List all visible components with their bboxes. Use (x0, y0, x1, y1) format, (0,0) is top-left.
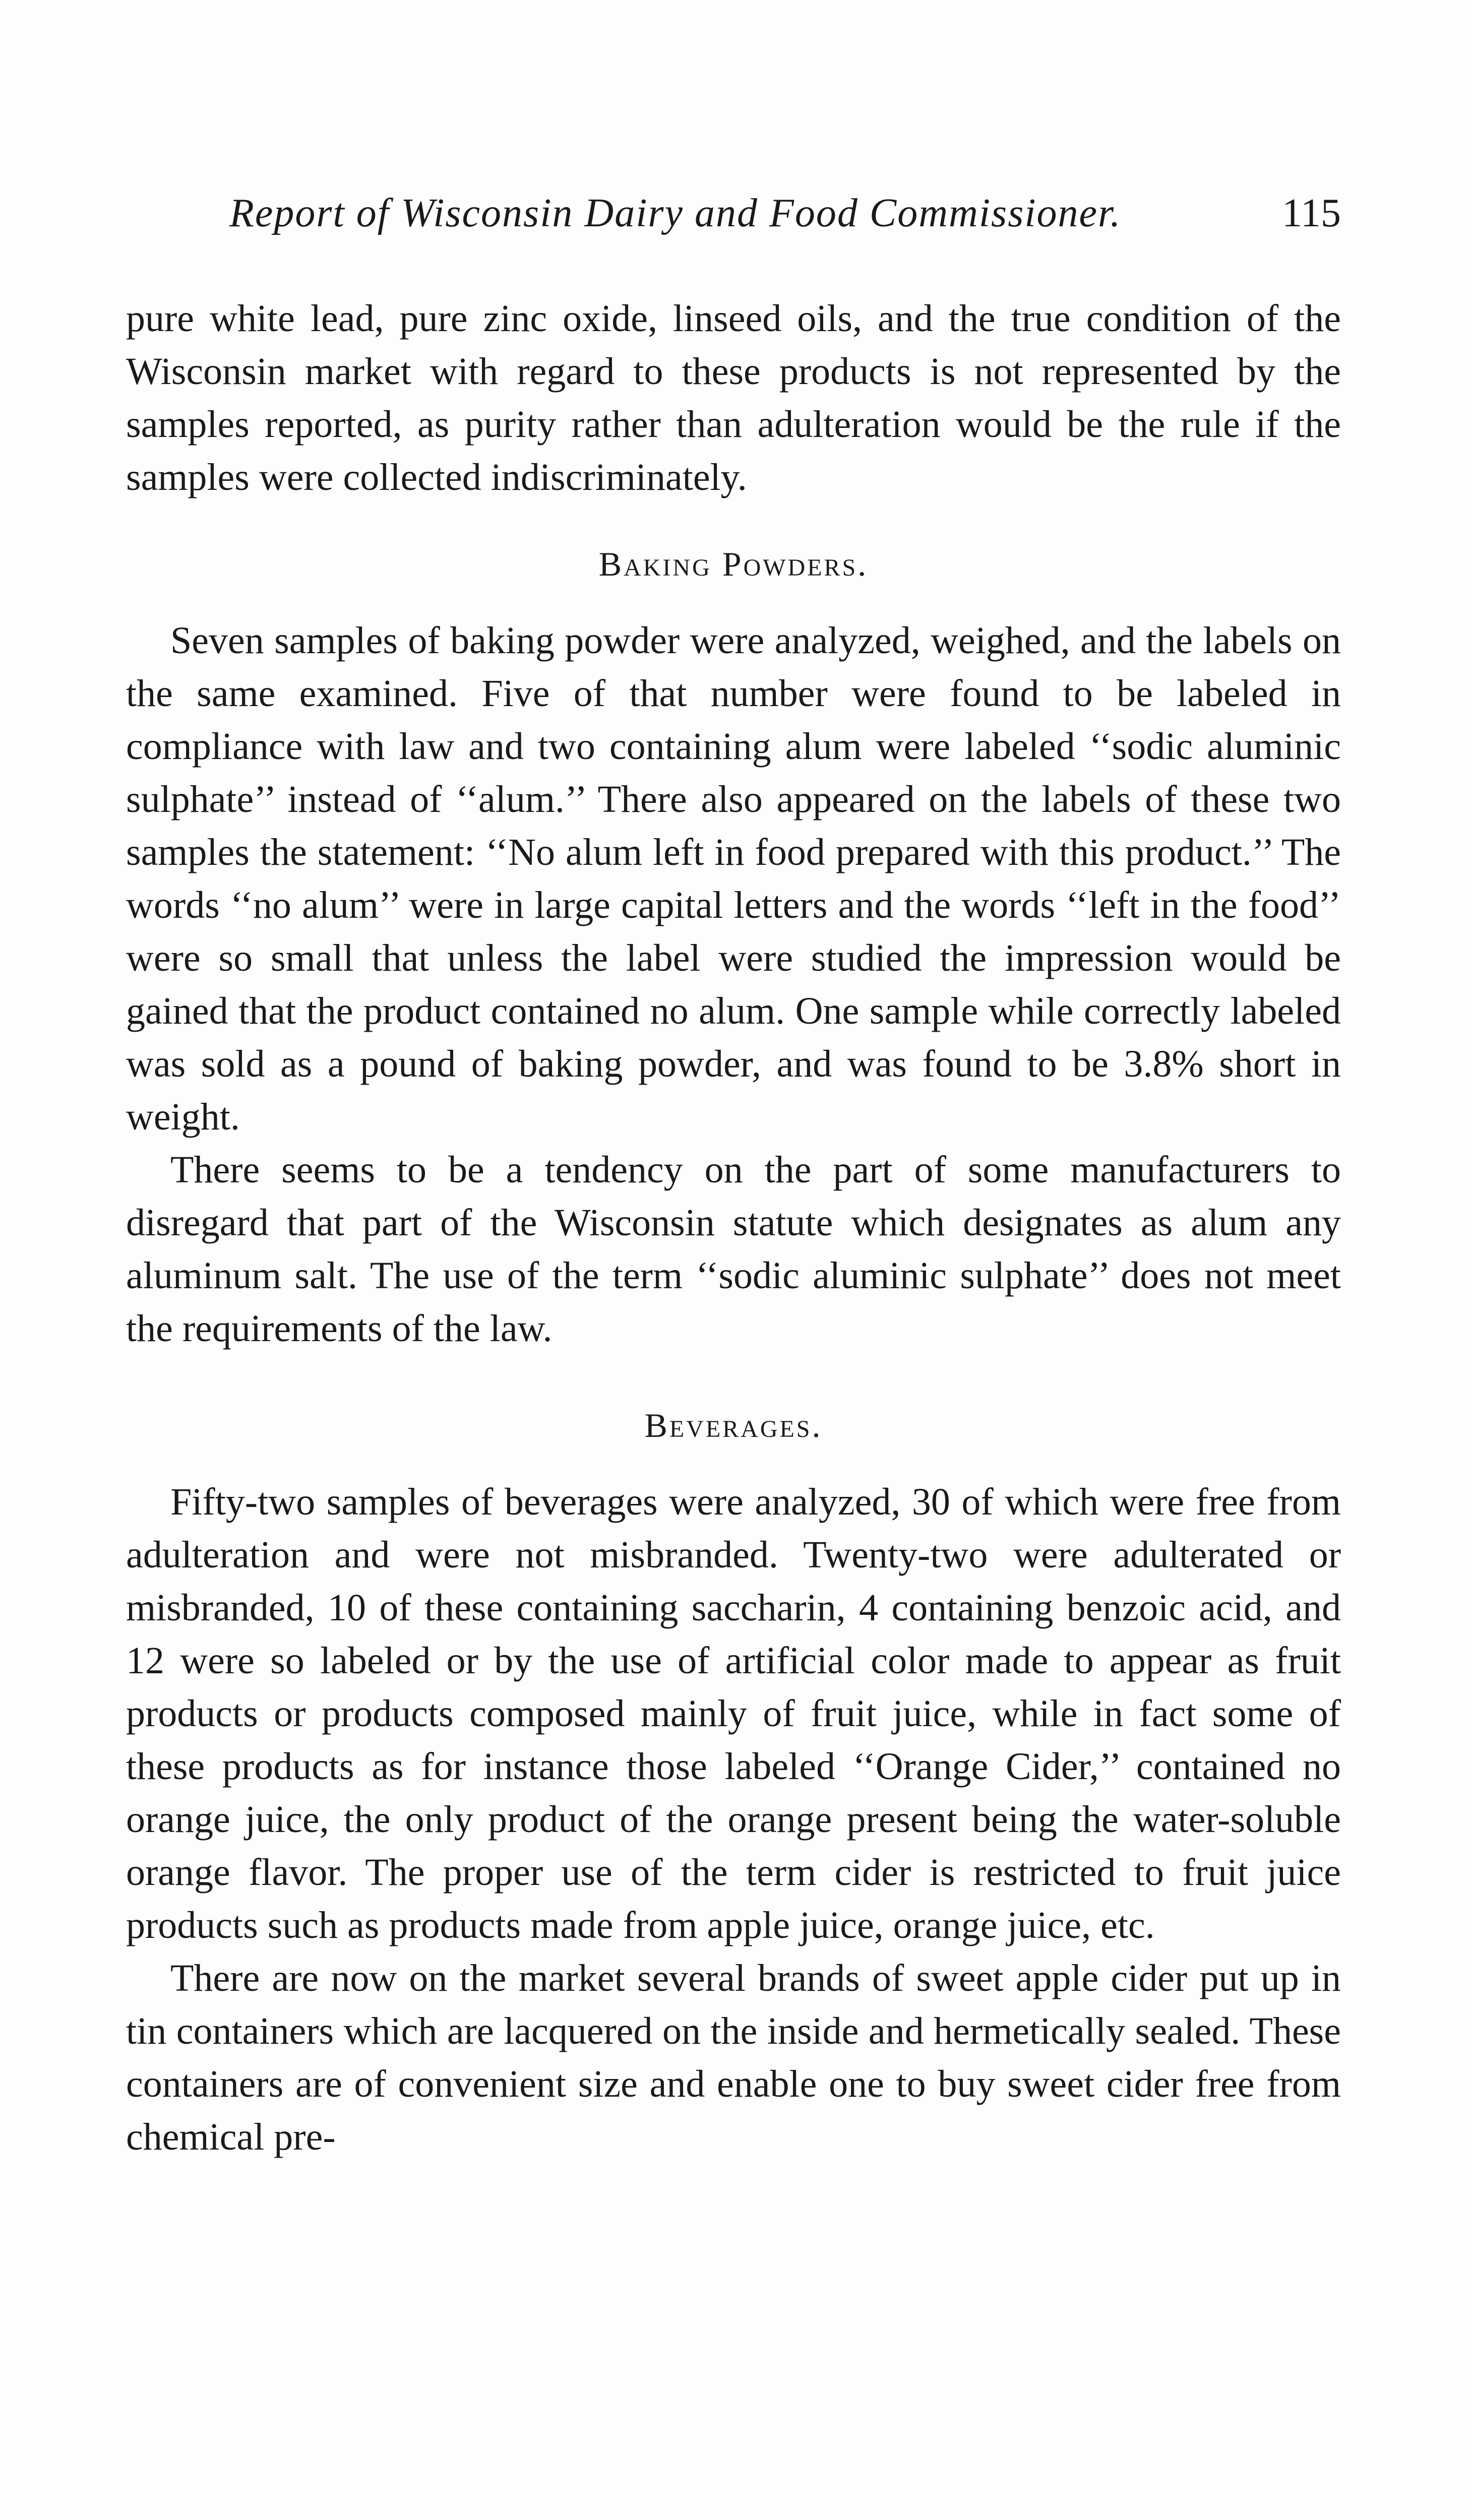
intro-paragraph: pure white lead, pure zinc oxide, linseed oils, and the true condition of the Wisconsin market with regard to these products is not represented by the samples reported, as purity rather than adulteration would be the rule if the samples were collected indiscriminately. (126, 297, 1341, 498)
running-head: Report of Wisconsin Dairy and Food Commissioner. (229, 191, 1122, 235)
beverages-paragraph-2: There are now on the market several brands of sweet apple cider put up in tin containers which are lacquered on the inside and hermetically sealed. These containers are of convenient size and enable one to buy sweet cider free from chemical pre- (126, 1957, 1341, 2158)
section-heading-baking-powders: Baking Powders. (598, 545, 869, 583)
page-number: 115 (1281, 191, 1341, 235)
baking-powders-paragraph-2: There seems to be a tendency on the part of some manufacturers to disregard that part of the Wisconsin statute which designates as alum any aluminum salt. The use of the term ‘‘sodic aluminic sulphate’’ does not meet the requirements of the law. (126, 1149, 1341, 1350)
baking-powders-paragraph-1: Seven samples of baking powder were analyzed, weighed, and the labels on the same examined. Five of that number were found to be labeled in compliance with law and two containing alum were labeled ‘‘sodic aluminic sulphate’’ instead of ‘‘alum.’’ There also appeared on the labels of these two samples the statement: ‘‘No alum left in food prepared with this product.’’ The words ‘‘no alum’’ were in large capital letters and the words ‘‘left in the food’’ were so small that unless the label were studied the impression would be gained that the product contained no alum. One sample while correctly labeled was sold as a pound of baking powder, and was found to be 3.8% short in weight. (126, 619, 1341, 1138)
page-header (126, 186, 1341, 242)
page-body (126, 292, 1341, 2164)
beverages-paragraph-1: Fifty-two samples of beverages were analyzed, 30 of which were free from adulteration and were not misbranded. Twenty-two were adulterated or misbranded, 10 of these containing saccharin, 4 containing benzoic acid, and 12 were so labeled or by the use of artificial color made to appear as fruit products or products composed mainly of fruit juice, while in fact some of these products as for instance those labeled ‘‘Orange Cider,’’ contained no orange juice, the only product of the orange present being the water-soluble orange flavor. The proper use of the term cider is restricted to fruit juice products such as products made from apple juice, orange juice, etc. (126, 1481, 1341, 1946)
section-heading-beverages: Beverages. (644, 1406, 823, 1444)
